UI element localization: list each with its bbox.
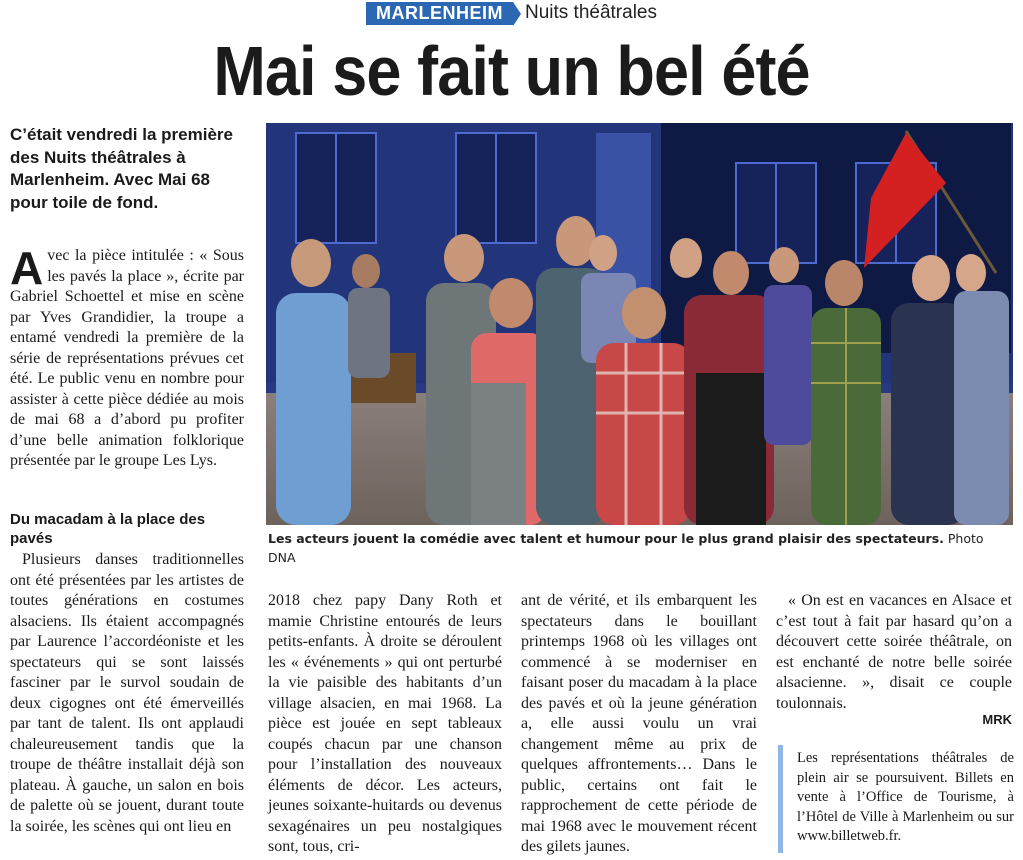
lead-paragraph: C’était vendredi la première des Nuits théâtrales à Marlenheim. Avec Mai 68 pour toile de fond. xyxy=(10,125,233,212)
article-photo xyxy=(266,123,1013,525)
headline: Mai se fait un bel été xyxy=(213,32,810,110)
article-column-1: Plusieurs danses traditionnelles ont été présentées par les artistes de toutes générations en costumes alsaciens. Ils étaient accompagnés par Laurence l’accordéoniste et les spectateurs qui se sont laissés fasciner par le survol soudain de deux cigognes ont été émerveillés par tant de talent. Ils ont applaudi chaleureusement tandis que la troupe de théâtre installait déjà son plateau. À gauche, un salon en bois de palette où se jouent, durant toute la soirée, les scènes qui ont lieu en xyxy=(10,551,244,835)
article-column-4: « On est en vacances en Alsace et c’est tout à fait par hasard qu’on a découvert cette soirée théâtrale, on est enchanté de notre belle soirée alsacienne. », disait ce couple toulonnais. xyxy=(776,592,1012,712)
kicker-arrow xyxy=(513,2,521,26)
article-column-2: 2018 chez papy Dany Roth et mamie Christine entourés de leurs petits-enfants. À droite se déroulent les « événements » qui ont perturbé la vie paisible des habitants d’un village alsacien, en mai 1968. La pièce est jouée en sept tableaux coupés chacun par une chanson pour l’installation des nouveaux éléments de décor. Les acteurs, jeunes soixante-huitards ou devenus sexagénaires un peu nostalgiques sont, tous, cri- xyxy=(268,592,502,855)
intro-text: vec la pièce intitulée : « Sous les pavés la place », écrite par Gabriel Schoettel et mise en scène par Yves Grandidier, la troupe a entamé vendredi la première de la série de représentations prévues cet été. Le public venu en nombre pour assister à cette pièce dédiée au mois de mai 68 a d’abord pu profiter d’une belle animation folklorique présentée par le groupe Les Lys. xyxy=(10,247,244,469)
photo-caption xyxy=(268,529,1013,567)
subheading: Du macadam à la place des pavés xyxy=(10,511,206,547)
theatre-scene-photo xyxy=(266,123,1013,525)
article-intro xyxy=(10,242,244,472)
author-signature: MRK xyxy=(982,712,1012,727)
location-tag: MARLENHEIM xyxy=(366,2,513,25)
drop-cap: A xyxy=(10,242,44,294)
photo-credit: Photo DNA xyxy=(268,531,984,565)
info-box: Les représentations théâtrales de plein air se poursuivent. Billets en vente à l’Office de Tourisme, à l’Hôtel de Ville à Marlenheim ou sur www.billetweb.fr. xyxy=(778,745,1014,853)
kicker xyxy=(0,0,1023,28)
caption-text: Les acteurs jouent la comédie avec talent et humour pour le plus grand plaisir des spectateurs. xyxy=(268,531,944,546)
article-column-3: ant de vérité, et ils embarquent les spectateurs dans le bouillant printemps 1968 où les villages ont commencé à se moderniser en faisant poser du macadam à la place des pavés et où la jeune génération a, elle aussi voulu un vrai changement même au prix de quelques affrontements… Dans le public, certains ont fait le rapprochement de cette période de mai 1968 avec le mouvement récent des gilets jaunes. xyxy=(521,592,757,855)
rubric-label: Nuits théâtrales xyxy=(524,2,657,23)
